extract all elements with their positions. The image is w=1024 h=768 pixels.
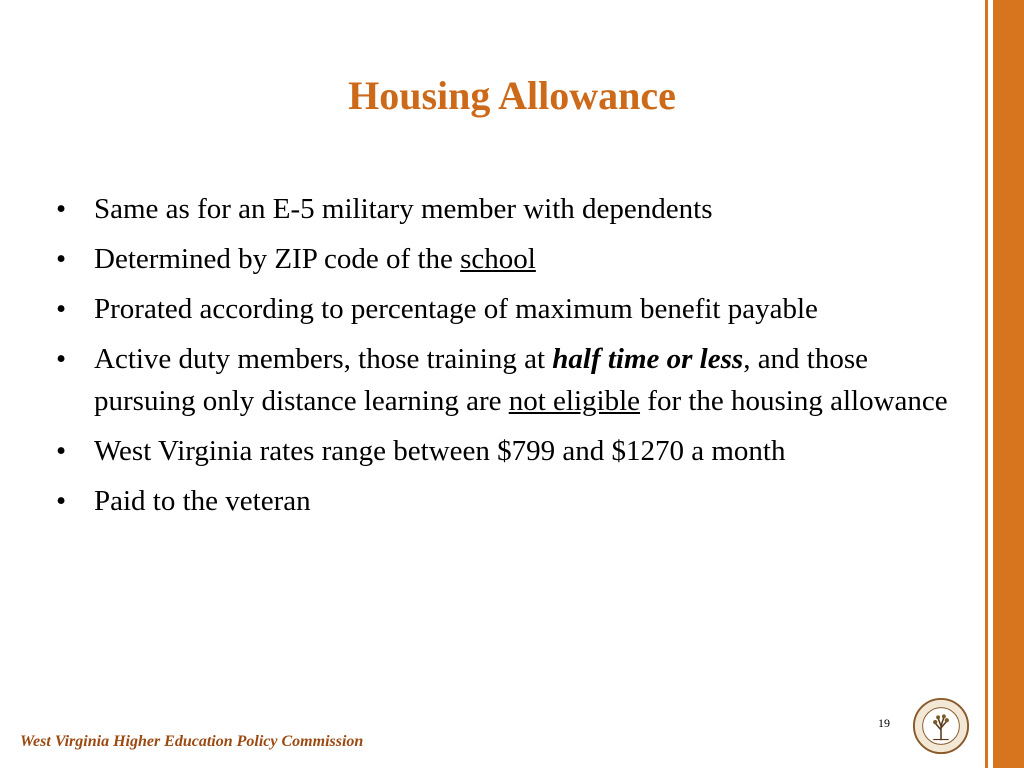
page-number: 19 <box>878 716 890 730</box>
bullet-text: Paid to the veteran <box>94 485 311 517</box>
bullet-text: Active duty members, those training at <box>94 343 553 375</box>
bullet-marker: • <box>56 193 67 225</box>
bullet-text: West Virginia rates range between $799 and $1270 a month <box>94 435 786 467</box>
bullet-text: Determined by ZIP code of the <box>94 243 461 275</box>
bullet-item <box>56 238 956 280</box>
bullet-marker: • <box>56 435 67 467</box>
slide-title: Housing Allowance <box>348 73 676 118</box>
bullet-marker: • <box>56 293 67 325</box>
tree-seal-icon <box>912 697 970 755</box>
bullet-item <box>56 430 956 472</box>
bullet-text: Prorated according to percentage of maximum benefit payable <box>94 293 818 325</box>
bullet-text-underlined: school <box>460 243 536 275</box>
bullet-text: Same as for an E-5 military member with dependents <box>94 193 713 225</box>
bullet-text-emphasis: half time or less <box>552 343 744 375</box>
bullet-item <box>56 338 956 422</box>
bullet-text-underlined: not eligible <box>508 385 641 417</box>
bullet-marker: • <box>56 243 67 275</box>
bullet-text: , and those pursuing only distance learning are <box>94 343 869 417</box>
bullet-text: for the housing allowance <box>640 385 948 417</box>
bullet-marker: • <box>56 343 67 375</box>
bullet-list <box>56 188 956 530</box>
bullet-item <box>56 288 956 330</box>
bullet-item <box>56 480 956 522</box>
bullet-marker: • <box>56 485 67 517</box>
bullet-item <box>56 188 956 230</box>
footer-organization-name: West Virginia Higher Education Policy Commission <box>20 733 364 750</box>
